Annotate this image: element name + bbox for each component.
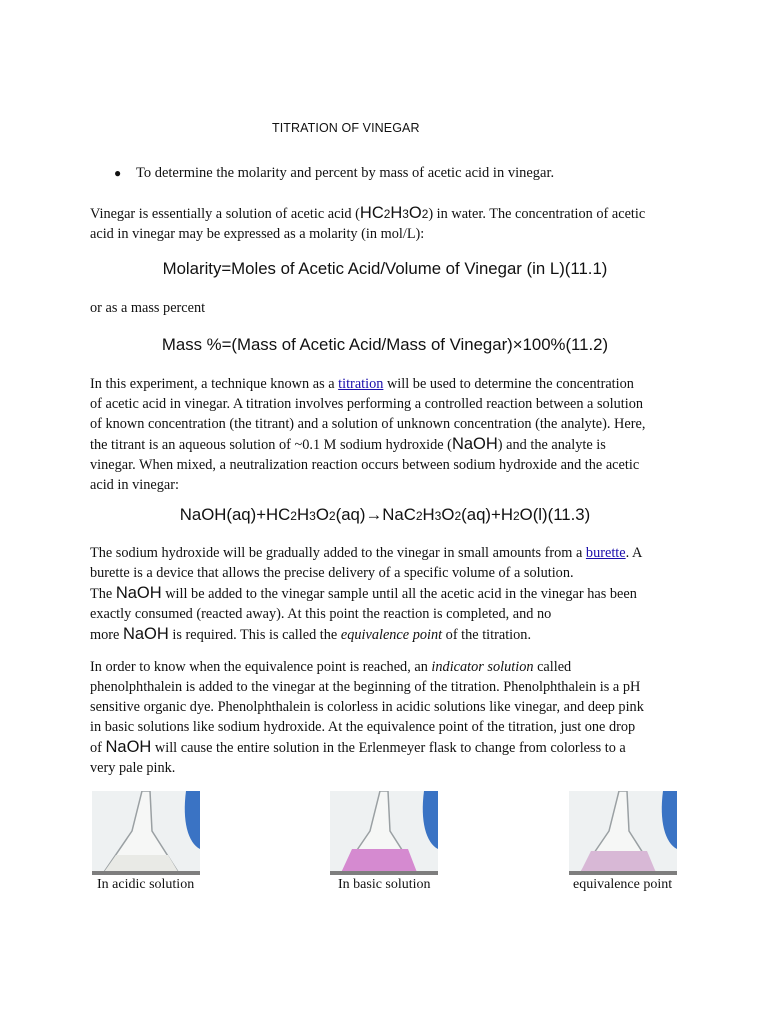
titration-link[interactable]: titration — [338, 376, 384, 392]
titration-paragraph: In this experiment, a technique known as a titration will be used to determine the concentration of acetic acid in vinegar. A titration involves performing a controlled reaction between a solution of known concentration (the titrant) and a solution of unknown concentration (the analyte). Here, the titrant is an aqueous solution of ~0.1 M sodium hydroxide (NaOH) and the analyte is vinegar. When mixed, a neutralization reaction occurs between sodium hydroxide and the acetic acid in vinegar: — [90, 376, 646, 493]
flask-photo-equivalence — [569, 791, 677, 875]
naoh-formula: NaOH — [105, 738, 152, 756]
naoh-formula: NaOH — [115, 584, 162, 602]
equivalence-point-term: equivalence point — [340, 627, 443, 643]
indicator-paragraph: In order to know when the equivalence point is reached, an indicator solution called phenolphthalein is added to the vinegar at the beginning of the titration. Phenolphthalein is a pH sensitive organic dye. Phenolphthalein is colorless in acidic solutions like vinegar, and deep pink in basic solutions like sodium hydroxide. At the equivalence point of the titration, just one drop of NaOH will cause the entire solution in the Erlenmeyer flask to change from colorless to a very pale pink. — [90, 659, 644, 776]
indicator-solution-term: indicator solution — [431, 659, 534, 675]
intro-line-2: acid in vinegar may be expressed as a molarity (in mol/L): — [90, 226, 425, 242]
burette-link[interactable]: burette — [585, 545, 626, 561]
naoh-formula: NaOH — [122, 625, 169, 643]
caption-basic: In basic solution — [338, 877, 431, 892]
intro-line-1: Vinegar is essentially a solution of acetic acid (HC2H3O2) in water. The concentration of acetic — [90, 204, 646, 222]
mass-percent-intro: or as a mass percent — [90, 300, 206, 316]
caption-acidic: In acidic solution — [97, 877, 195, 892]
document-title: TITRATION OF VINEGAR — [272, 121, 420, 135]
intro-paragraph — [90, 203, 680, 244]
bullet-dot-icon: ● — [114, 166, 122, 180]
caption-equivalence: equivalence point — [573, 877, 673, 892]
objective-bullet — [114, 165, 554, 182]
burette-paragraph: The sodium hydroxide will be gradually added to the vinegar in small amounts from a burette. A burette is a device that allows the precise delivery of a specific volume of a solution. The NaOH will be added to the vinegar sample until all the acetic acid in the vinegar has been exactly consumed (reacted away). At this point the reaction is completed, and no more NaOH is required. This is called the equivalence point of the titration. — [90, 545, 643, 643]
flask-photo-basic — [330, 791, 438, 875]
flask-photo-acidic — [92, 791, 200, 875]
acetic-acid-formula: HC2H3O2 — [359, 204, 429, 222]
objective-text: To determine the molarity and percent by mass of acetic acid in vinegar. — [136, 165, 555, 181]
equation-11-3: NaOH(aq)+HC2H3O2(aq)→NaC2H3O2(aq)+H2O(l)(11.3) — [179, 505, 591, 524]
equation-11-1: Molarity=Moles of Acetic Acid/Volume of Vinegar (in L)(11.1) — [162, 259, 608, 278]
equation-11-2: Mass %=(Mass of Acetic Acid/Mass of Vinegar)×100%(11.2) — [161, 335, 609, 354]
naoh-formula: NaOH — [451, 435, 498, 453]
